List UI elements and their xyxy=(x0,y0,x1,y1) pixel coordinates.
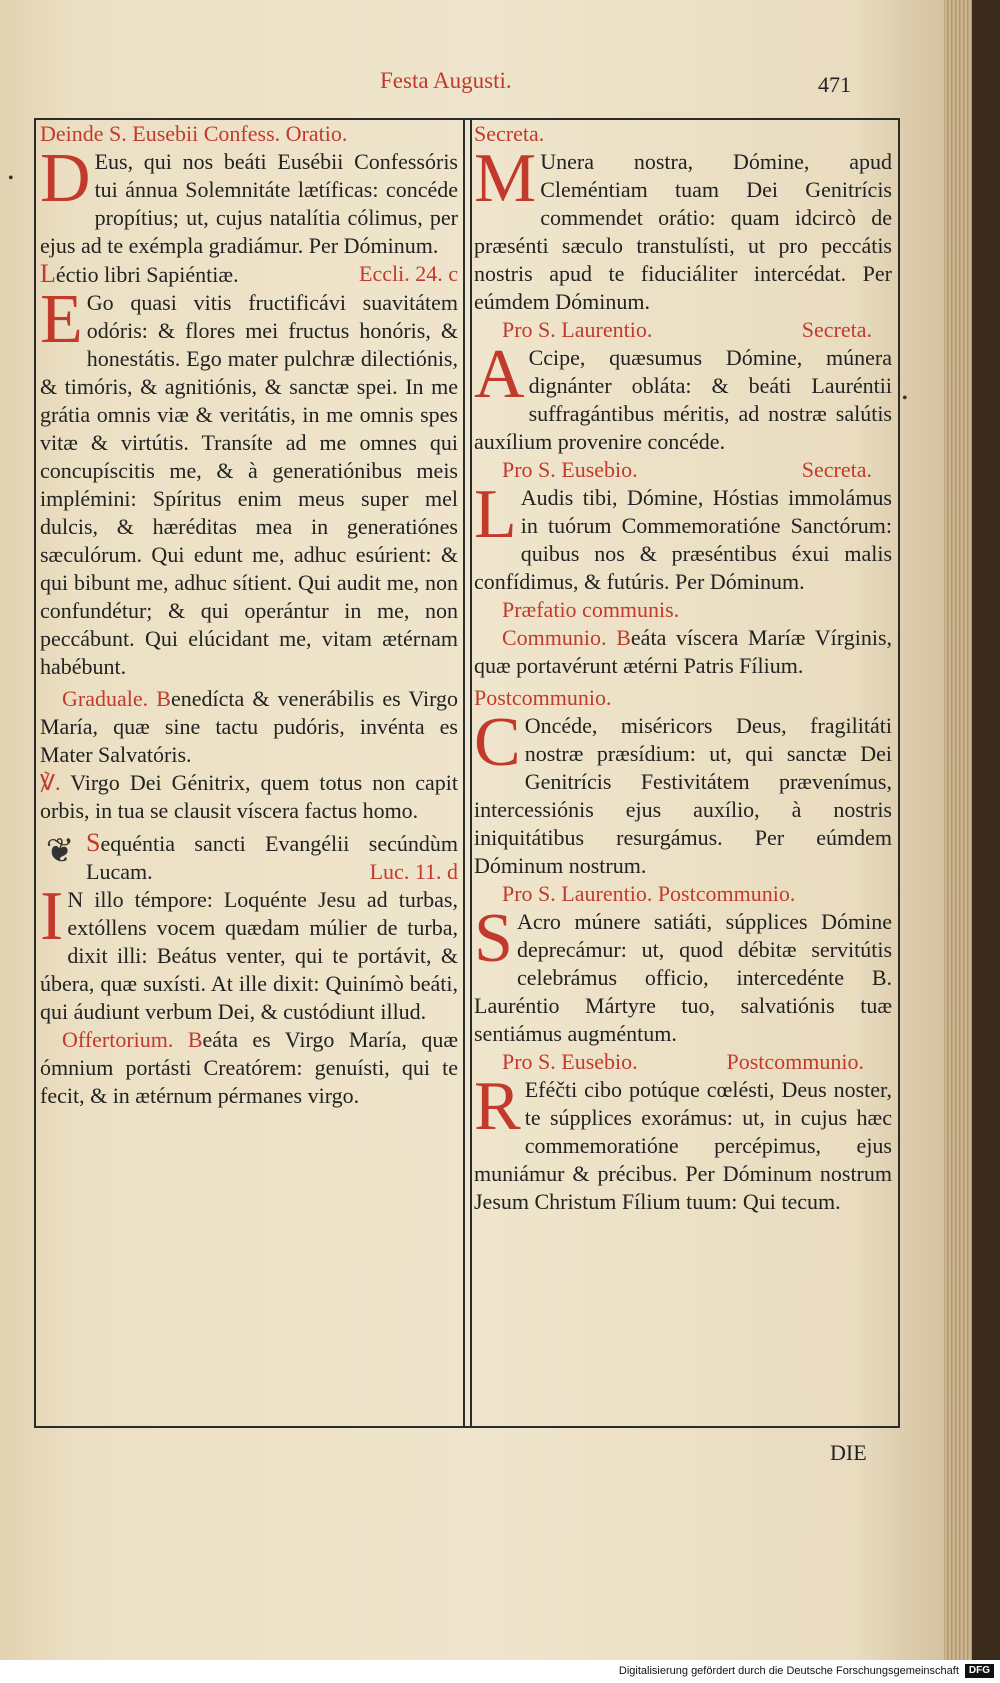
margin-dot: • xyxy=(902,390,908,407)
postcommunio-heading: Postcommunio. xyxy=(474,685,612,710)
offertorium: Offertorium. Beáta es Virgo María, quæ ómnium portásti Creatórem: genuísti, qui te fecit, & in ætérnum pérmanes virgo. xyxy=(40,1027,458,1108)
laurentio-postcommunio-heading: Pro S. Laurentio. Postcommunio. xyxy=(502,881,796,906)
secreta-text: M Unera nostra, Dómine, apud Cleméntiam tuam Dei Genitrícis commendet orátio: quam idcircò de præsénti sæculo transtulísti, ut pro peccátis nostris apud te fiduciáliter intercédat. Per eúmdem Dóminum. xyxy=(474,140,892,314)
digitization-footer xyxy=(0,1660,1000,1683)
sequentia-reference: Luc. 11. d xyxy=(369,859,458,884)
drop-cap: S xyxy=(474,900,513,977)
oratio-text: D Eus, qui nos beáti Eusébii Confessóris tui ánnua Solemnitáte lætíficas: concéde propítius; ut, cujus natalítia cólimus, per ejus ad te exémpla gradiámur. Per Dóminum. xyxy=(40,140,458,258)
postcommunio-text: C Oncéde, miséricors Deus, fragilitáti nostræ præsídium: ut, qui sanctæ Dei Genitrícis Festivitátem prævenímus, intercessiónis ejus auxílio, à nostris iniquitátibus resurgámus. Per eúmdem Dóminum nostrum. xyxy=(474,704,892,878)
eusebio-postcommunio-text: R Eféčti cibo potúque cœlésti, Deus noster, te súpplices exorámus: ut, in cujus hæc commemoratióne percépimus, ejus muniámur & précibus. Per Dóminum nostrum Jesum Christum Fílium tuum: Qui tecum. xyxy=(474,1068,892,1214)
initial: L xyxy=(40,259,56,288)
drop-cap: C xyxy=(474,704,521,781)
running-head: Festa Augusti. xyxy=(380,68,512,93)
margin-dot: • xyxy=(8,170,14,187)
graduale-label: Graduale. xyxy=(62,686,149,711)
graduale: Graduale. Benedícta & venerábilis es Virgo María, quæ sine tactu pudóris, invénta es Mater Salvatóris. xyxy=(40,686,459,767)
praefatio: Præfatio communis. xyxy=(502,597,680,622)
laurentio-secreta-text: A Ccipe, quæsumus Dómine, múnera dignánter obláta: & beáti Lauréntii suffragántibus méritis, ad nostræ salútis auxílium provenire concéde. xyxy=(474,336,892,454)
lectio-text: E Go quasi vitis fructificávi suavitátem odóris: & flores mei fructus honóris, & honestátis. Ego mater pulchræ dilectiónis, & timóris, & agnitiónis, & sanctæ spei. In me grátia omnis viæ & veritátis, in me omnis spes vitæ & virtútis. Transíte ad me omnes qui concupíscitis me, & à generatiónibus meis implémini: Spíritus enim meus super mel dulcis, & hæréditas mea in generatiónes sæculórum. Qui edunt me, adhuc esúrient: & qui bibunt me, adhuc sítient. Qui audit me, non confundétur; & qui operántur in me, non peccábunt. Qui elúcidant me, vitam ætérnam habébunt. xyxy=(40,281,458,679)
initial: S xyxy=(86,828,101,857)
drop-cap: M xyxy=(474,140,537,217)
catchword: DIE xyxy=(830,1440,867,1465)
eusebio-secreta-heading: Pro S. Eusebio. Secreta. xyxy=(502,457,872,482)
versicle-sign: ℣. xyxy=(40,770,61,795)
eusebio-secreta-text: L Audis tibi, Dómine, Hóstias immolámus in tuórum Commemoratióne Sanctórum: quibus nos & præséntibus éxui malis confídimus, & futúris. Per Dóminum. xyxy=(474,476,892,594)
drop-cap: L xyxy=(474,476,517,553)
versicle: ℣. Virgo Dei Génitrix, quem totus non capit orbis, in tua se clausit víscera factus homo. xyxy=(40,770,458,823)
communio-label: Communio. xyxy=(502,625,607,650)
initial: B xyxy=(187,1027,203,1052)
drop-cap: D xyxy=(40,140,91,217)
eusebio-postcommunio-heading: Pro S. Eusebio. Postcommunio. xyxy=(502,1049,864,1074)
oratio-heading: Deinde S. Eusebii Confess. Oratio. xyxy=(40,121,348,146)
sequentia: ❦ Sequéntia sancti Evangélii secúndùm Lucam. Luc. 11. d xyxy=(40,829,458,886)
communio: Communio. Beáta víscera Maríæ Vírginis, quæ portavérunt ætérni Patris Fílium. xyxy=(474,625,892,678)
page-edge xyxy=(944,0,972,1660)
drop-cap: R xyxy=(474,1068,521,1145)
dfg-logo-icon: DFG xyxy=(965,1664,994,1678)
ornament-icon: ❦ xyxy=(45,833,75,870)
initial: B xyxy=(156,686,171,711)
column-divider xyxy=(463,118,472,1428)
footer-text: Digitalisierung gefördert durch die Deutsche Forschungsgemeinschaft xyxy=(618,1665,959,1677)
drop-cap: A xyxy=(474,336,525,413)
right-column xyxy=(474,120,892,1216)
page-number: 471 xyxy=(818,72,851,97)
left-column xyxy=(40,120,458,1110)
lectio-heading: Léctio libri Sapiéntiæ. Eccli. 24. c xyxy=(40,259,458,288)
initial: B xyxy=(616,625,631,650)
laurentio-secreta-heading: Pro S. Laurentio. Secreta. xyxy=(502,317,872,342)
lectio-reference: Eccli. 24. c xyxy=(359,261,458,286)
offertorium-label: Offertorium. xyxy=(62,1027,174,1052)
gospel-text: I N illo témpore: Loquénte Jesu ad turbas, extóllens vocem quædam múlier de turba, dixit illi: Beátus venter, qui te portávit, & úbera, quæ suxísti. At ille dixit: Quinímò beáti, qui áudiunt verbum Dei, & custódiunt illud. xyxy=(40,878,458,1024)
secreta-heading: Secreta. xyxy=(474,121,545,146)
drop-cap: E xyxy=(40,281,83,358)
drop-cap: I xyxy=(40,878,64,955)
laurentio-postcommunio-text: S Acro múnere satiáti, súpplices Dómine deprecámur: ut, quod débitæ servitútis celebrámus officio, intercedénte B. Lauréntio Mártyre tuo, salvatiónis tuæ sentiámus augméntum. xyxy=(474,900,892,1046)
